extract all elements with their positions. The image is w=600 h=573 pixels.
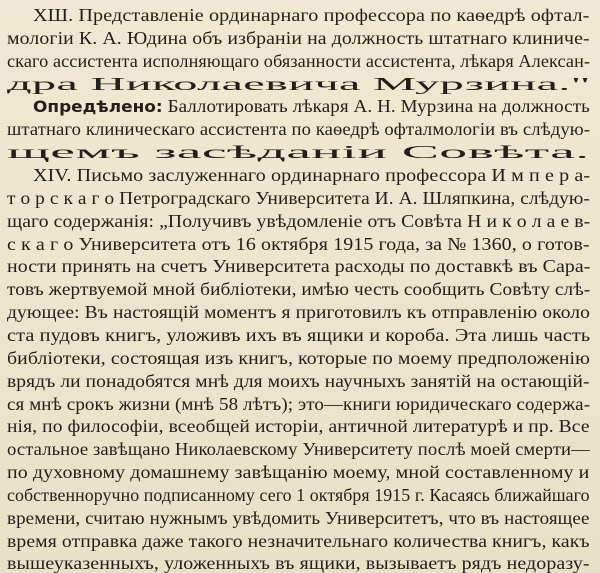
section-14-line: щаго содержанія: „Получивъ увѣдомленіе отъ Совѣта Н и к о л а е в- [7,210,591,231]
section-14-line: вышеуказенныхъ, уложенныхъ въ ящики, вызываетъ рядъ недоразу- [7,553,590,573]
section-14-line: время отправка даже такого незначительнаго количества книгъ, какъ [7,530,590,551]
section-14-line: остальное завѣщано Николаевскому Университету послѣ моей смерти— [7,439,590,460]
section-14-line: XIV. Письмо заслуженнаго ординарнаго профессора И м п е р а- [33,165,591,185]
section-13-line: мологіи К. А. Юдина объ избраніи на должность штатнаго клиниче- [7,27,590,48]
section-14-line: врядъ ли понадобятся мнѣ для моихъ научныхъ занятій на остающій- [7,370,590,391]
resolution-text: Баллотировать лѣкаря А. Н. Мурзина на должность [162,96,590,117]
resolution-line [33,94,590,119]
section-14-line: с к а г о Университета отъ 16 октября 1915 года, за № 1360, о готов- [7,233,590,254]
section-13-line: скаго ассистента исполняющаго обязанности ассистента, лѣкаря Алексан- [7,50,591,71]
section-14-line: ности принять на счетъ Университета расходы по доставкѣ въ Сара- [7,256,591,277]
section-13-line: ХШ. Представленіе ординарнаго профессора по каѳедрѣ офтал- [33,5,590,25]
section-14-line: собственноручно подписанному сего 1 октября 1915 г. Касаясь ближайшаго [7,484,590,505]
resolution-line: щемъ засѣданіи Совѣта. [7,142,590,163]
section-14-line: по духовному домашнему завѣщанію моему, мной составленному и [7,462,590,482]
section-14-line: дующее: Въ настоящій моментъ я приготовилъ къ отправленію около [7,302,591,323]
section-14-line: т о р с к а г о Петроградскаго Университета И. А. Шляпкина, слѣдую- [7,187,590,208]
section-14-line: товъ жертвуемой мной библіотеки, имѣю честь сообщить Совѣту слѣ- [7,279,591,300]
section-13-line: дра Николаевича Мурзина." [7,73,591,94]
section-14-line: библіотеки, состоящая изъ книгъ, которые по моему предположенію [7,347,591,368]
section-14-line: времени, считаю нужнымъ увѣдомить Университетъ, что въ настоящее [7,507,590,528]
section-14-line: ся мнѣ срокъ жизни (мнѣ 58 лѣтъ); это—книги юридическаго содержа- [7,393,591,414]
resolution-label: Опредѣлено: [33,97,163,117]
section-14-line: нія, по философіи, всеобщей исторіи, античной литературѣ и пр. Все [7,416,590,437]
resolution-line: штатнаго клиническаго ассистента по каѳедрѣ офталмологіи въ слѣдую- [7,119,591,140]
section-14-line: ста пудовъ книгъ, уложивъ ихъ въ ящики и короба. Эта лишь часть [7,324,591,345]
